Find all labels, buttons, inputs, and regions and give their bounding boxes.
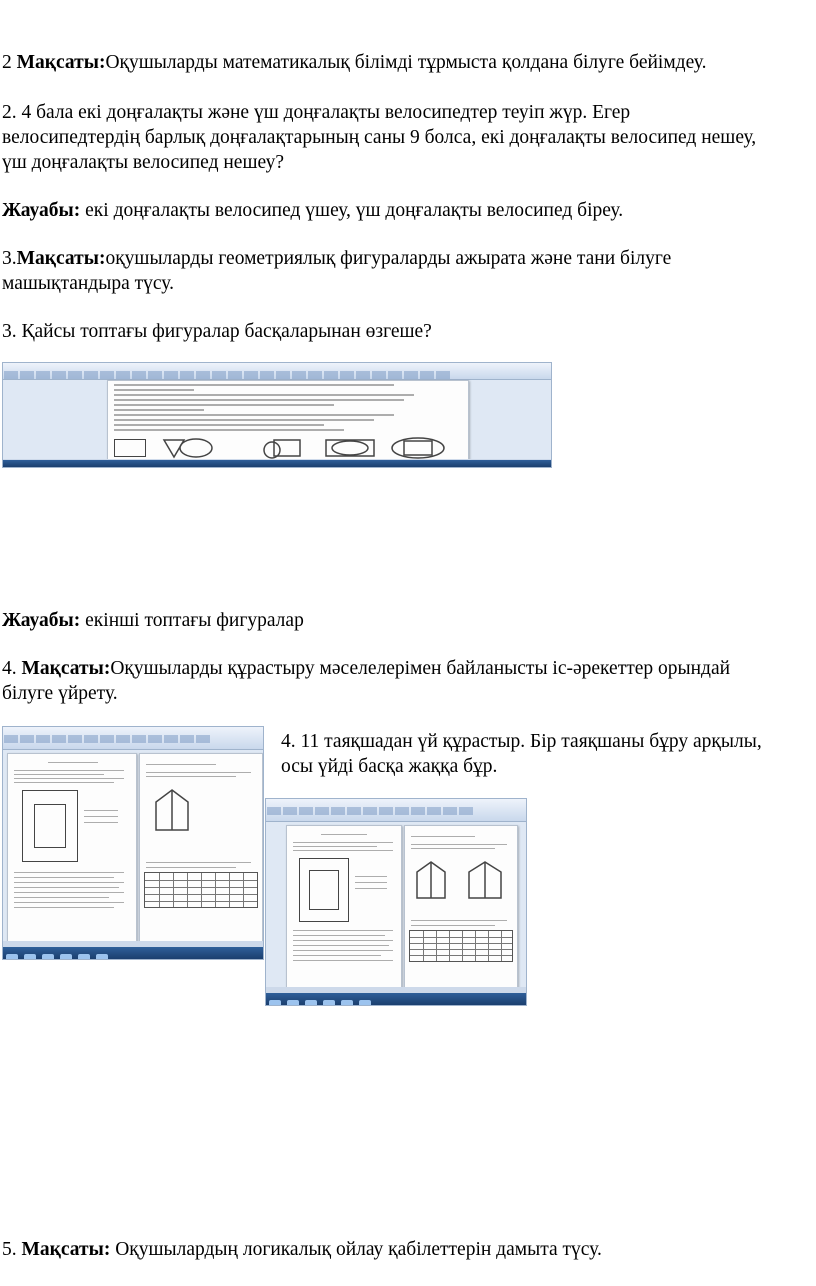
goal-3-label: Мақсаты:: [16, 248, 106, 269]
problem-3: 3. Қайсы топтағы фигуралар басқаларынан өзгеше?: [2, 321, 432, 342]
figure-square-circle: [254, 437, 304, 459]
word-ribbon: [3, 727, 263, 750]
goal-4: [2, 656, 814, 681]
goal-4-line-2: білуге үйрету.: [2, 683, 118, 704]
answer-2-text: екі доңғалақты велосипед үшеу, үш доңғалақты велосипед біреу.: [80, 200, 624, 221]
answer-3: [2, 608, 814, 633]
goal-2-label: Мақсаты:: [16, 52, 106, 73]
goal-5-number: 5.: [2, 1239, 22, 1260]
word-ribbon: [266, 799, 526, 822]
problem-2-line-2: велосипедтердің барлық доңғалақтарының саны 9 болса, екі доңғалақты велосипед нешеу,: [2, 127, 757, 148]
taskbar: [266, 993, 526, 1005]
word-page-left: [7, 753, 137, 943]
word-page-left: [286, 825, 402, 991]
problem-2-line-3: үш доңғалақты велосипед нешеу?: [2, 152, 285, 173]
problem-2-line-1: 2. 4 бала екі доңғалақты және үш доңғалақты велосипедтер теуіп жүр. Егер: [2, 102, 631, 123]
figure-triangle-ellipse: [162, 437, 214, 459]
goal-3-number: 3.: [2, 248, 17, 269]
goal-4-text: Оқушыларды құрастыру мәселелерімен байланысты іс-әрекеттер орындай: [110, 658, 731, 679]
goal-2: [2, 50, 814, 75]
taskbar: [3, 460, 551, 467]
goal-4-number: 4.: [2, 658, 22, 679]
answer-3-label: Жауабы:: [2, 610, 81, 631]
problem-4-line-2: осы үйді басқа жаққа бұр.: [281, 756, 498, 777]
word-screenshot-figures: [2, 362, 552, 468]
grid-table: [144, 872, 258, 908]
figure-ellipse-rect: [390, 437, 446, 459]
stick-house-icon: [154, 788, 190, 832]
goal-2-number: 2: [2, 52, 17, 73]
word-document-page: [107, 380, 469, 462]
stick-houses-icon: [415, 860, 505, 900]
answer-2-label: Жауабы:: [2, 200, 81, 221]
goal-3: [2, 246, 814, 271]
word-page-right: [139, 753, 263, 943]
goal-3-line-2: машықтандыра түсу.: [2, 273, 174, 294]
goal-2-text: Оқушыларды математикалық білімді тұрмыста қолдана білуге бейімдеу.: [105, 52, 707, 73]
problem-4-line-1: 4. 11 таяқшадан үй құрастыр. Бір таяқшаны бұру арқылы,: [281, 731, 762, 752]
taskbar: [3, 947, 263, 959]
figure-rectangle: [114, 439, 146, 457]
goal-3-text: оқушыларды геометриялық фигураларды ажырата және тани білуге: [105, 248, 672, 269]
answer-3-text: екінші топтағы фигуралар: [80, 610, 304, 631]
word-screenshot-house-1: [2, 726, 264, 960]
grid-table: [409, 930, 513, 962]
figure-rect-ellipse: [324, 437, 378, 459]
goal-5-label: Мақсаты:: [21, 1239, 111, 1260]
goal-5-text: Оқушылардың логикалық ойлау қабілеттерін дамыта түсу.: [110, 1239, 602, 1260]
goal-4-label: Мақсаты:: [21, 658, 111, 679]
word-screenshot-house-2: [265, 798, 527, 1006]
answer-2: [2, 198, 814, 223]
word-ribbon: [3, 363, 551, 380]
word-page-right: [404, 825, 518, 991]
goal-5: [2, 1237, 814, 1262]
